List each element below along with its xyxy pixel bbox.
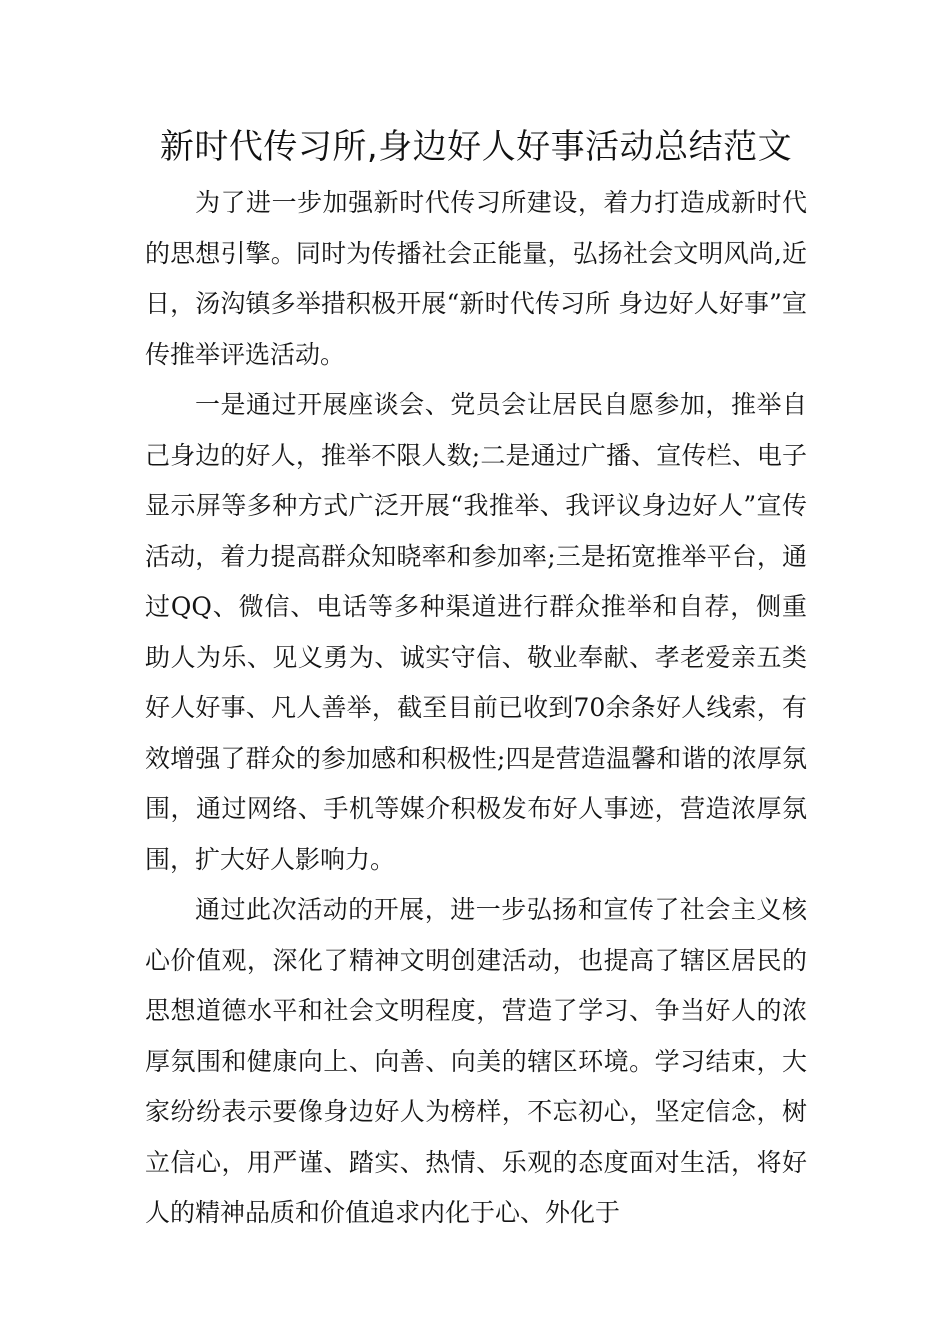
paragraph-intro: 为了进一步加强新时代传习所建设，着力打造成新时代的思想引擎。同时为传播社会正能量，弘扬社会文明风尚,近日，汤沟镇多举措积极开展“新时代传习所 身边好人好事”宣传推举评选活动。 (145, 188, 807, 369)
paragraph-measures: 一是通过开展座谈会、党员会让居民自愿参加，推举自己身边的好人，推举不限人数;二是通过广播、宣传栏、电子显示屏等多种方式广泛开展“我推举、我评议身边好人”宣传活动，着力提高群众知晓率和参加率;三是拓宽推举平台，通过QQ、微信、电话等多种渠道进行群众推举和自荐，侧重助人为乐、见义勇为、诚实守信、敬业奉献、孝老爱亲五类好人好事、凡人善举，截至目前已收到70余条好人线索，有效增强了群众的参加感和积极性;四是营造温馨和谐的浓厚氛围，通过网络、手机等媒介积极发布好人事迹，营造浓厚氛围，扩大好人影响力。 (145, 390, 807, 874)
document-title: 新时代传习所,身边好人好事活动总结范文 (159, 127, 793, 167)
document-body (145, 178, 807, 1239)
paragraph-results: 通过此次活动的开展，进一步弘扬和宣传了社会主义核心价值观，深化了精神文明创建活动，也提高了辖区居民的思想道德水平和社会文明程度，营造了学习、争当好人的浓厚氛围和健康向上、向善、向美的辖区环境。学习结束，大家纷纷表示要像身边好人为榜样，不忘初心，坚定信念，树立信心，用严谨、踏实、热情、乐观的态度面对生活，将好人的精神品质和价值追求内化于心、外化于 (145, 895, 807, 1227)
